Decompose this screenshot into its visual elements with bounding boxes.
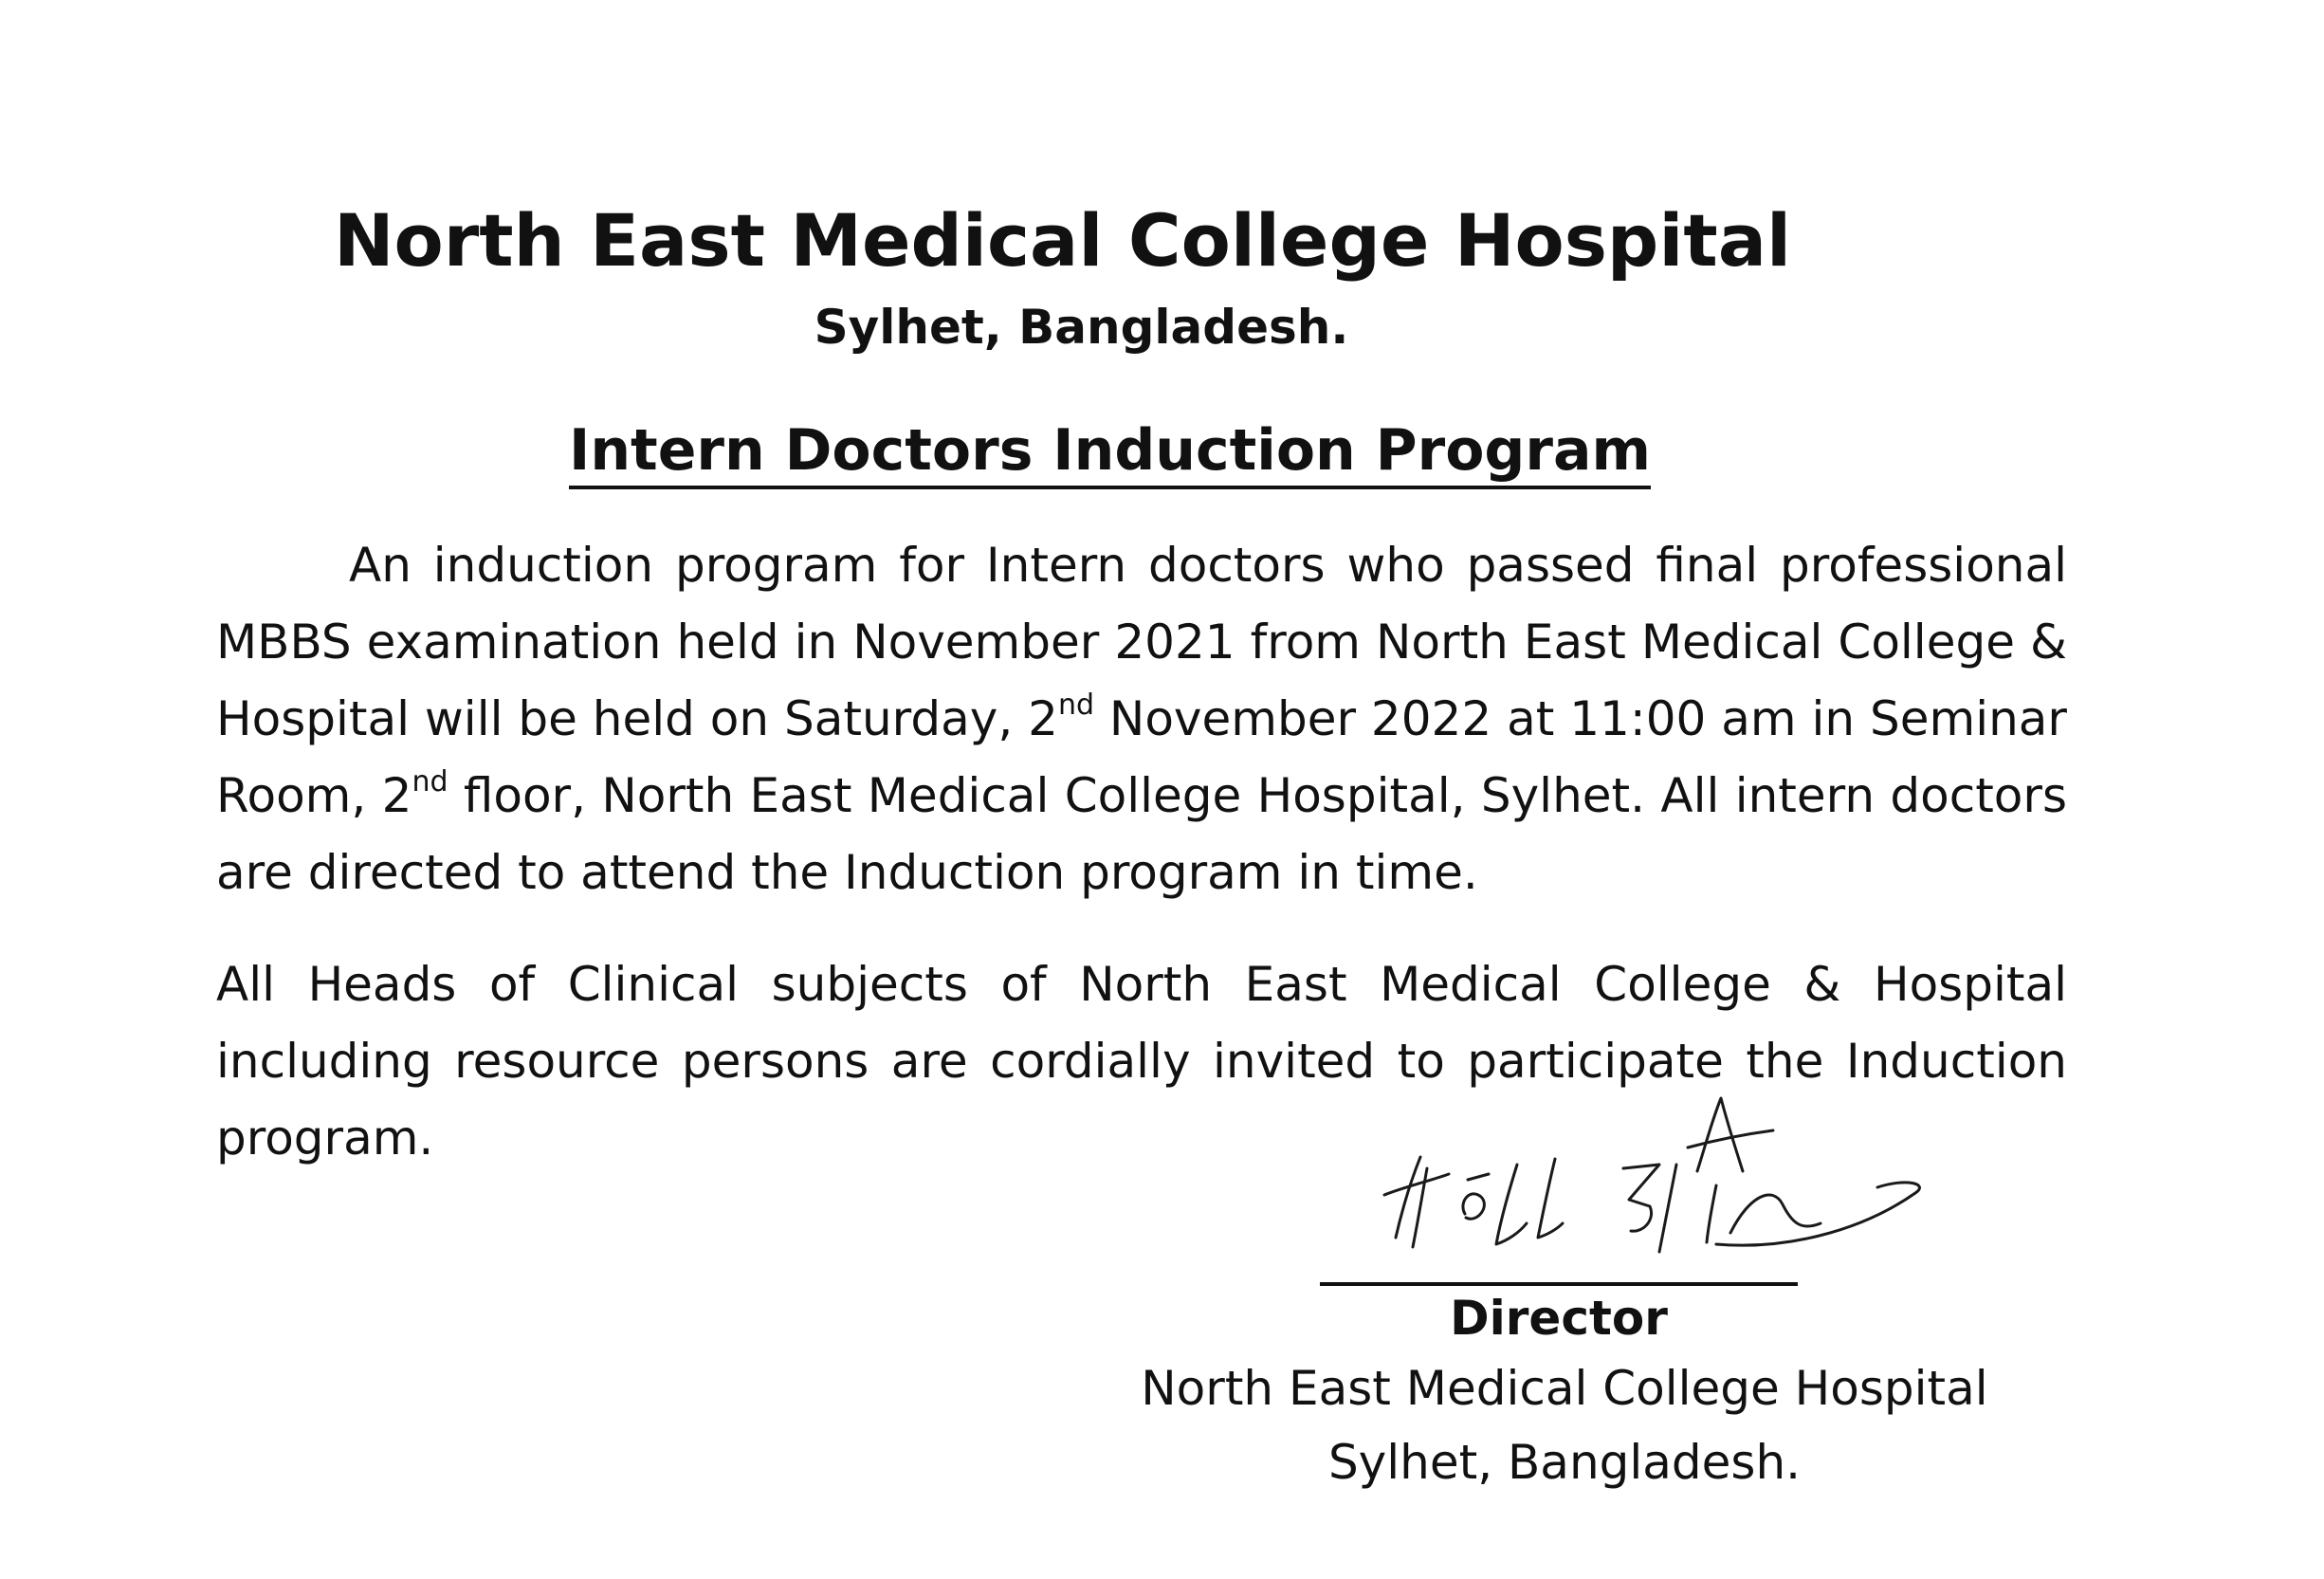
handwritten-signature: [1375, 1081, 1944, 1280]
paragraph-1-part-1: An induction program for Intern doctors who passed final professional MBBS examination held in November 2021 from North East Medical College & Hospital will be held on Saturday, 2: [216, 538, 2067, 746]
document-title: [0, 419, 2324, 482]
document-title-text: Intern Doctors Induction Program: [569, 417, 1651, 489]
signatory-title: Director: [1450, 1291, 1668, 1346]
signatory-organization: North East Medical College Hospital: [1141, 1361, 1988, 1416]
ordinal-suffix-2: nd: [412, 765, 448, 799]
notice-paragraph-1: [216, 527, 2067, 911]
notice-paragraph-2: All Heads of Clinical subjects of North East Medical College & Hospital including resource persons are cordially invited to participate the Induction program.: [216, 957, 2067, 1166]
organization-name: North East Medical College Hospital: [333, 198, 1792, 283]
ordinal-suffix-1: nd: [1057, 689, 1094, 722]
organization-location: Sylhet, Bangladesh.: [814, 300, 1349, 355]
signature-line: [1320, 1282, 1798, 1286]
paragraph-1-part-2: November 2022 at 11:00 am in Seminar Room, 2: [216, 691, 2067, 823]
signatory-location: Sylhet, Bangladesh.: [1327, 1435, 1802, 1490]
paragraph-1-part-3: floor, North East Medical College Hospital, Sylhet. All intern doctors are directed to attend the Induction program in time.: [216, 768, 2067, 900]
